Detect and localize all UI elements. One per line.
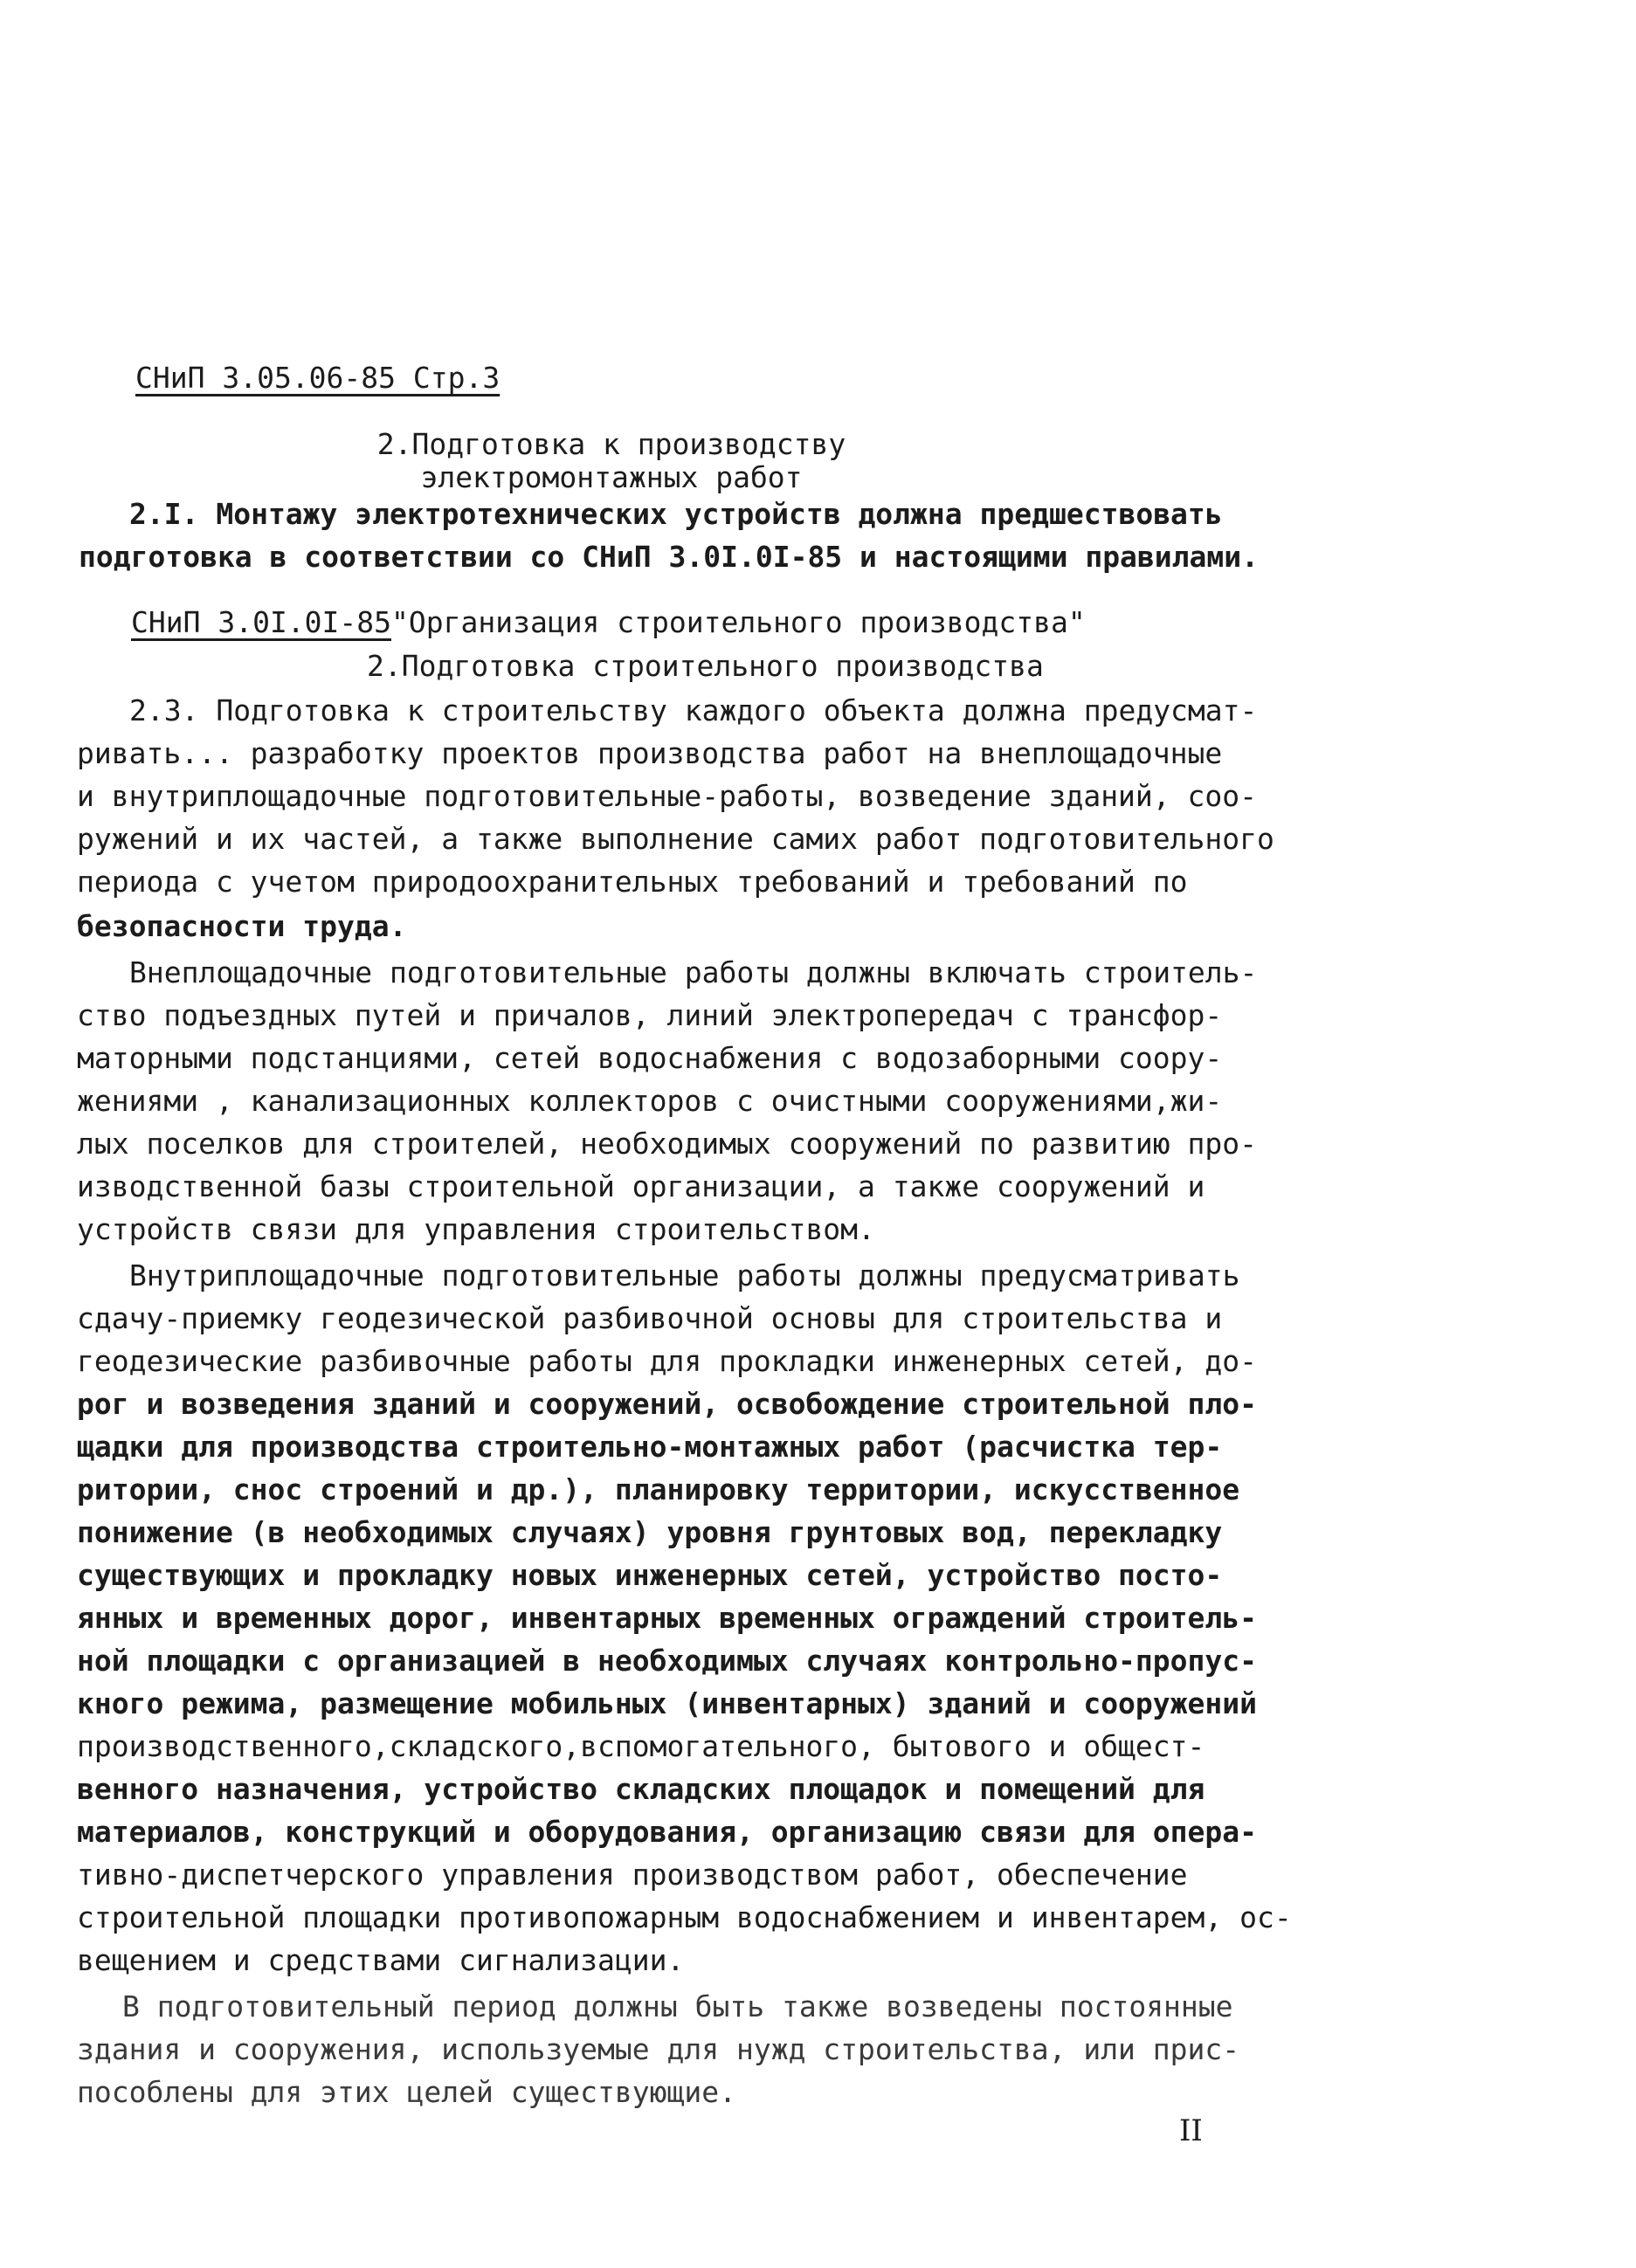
internal-works-line-7: понижение (в необходимых случаях) уровня грунтовых вод, перекладку — [77, 1515, 1223, 1549]
final-para-line-1: В подготовительный период должны быть также возведены постоянные — [122, 1989, 1233, 2023]
clause-2-3-line-1: 2.3. Подготовка к строительству каждого объекта должна предусмат- — [129, 693, 1258, 727]
section-title-line-1: 2.Подготовка к производству — [376, 427, 846, 461]
clause-2-3-line-5: периода с учетом природоохранительных требований и требований по — [77, 865, 1188, 899]
external-works-line-3: маторными подстанциями, сетей водоснабжения с водозаборными соору- — [77, 1041, 1223, 1075]
internal-works-line-13: венного назначения, устройство складских площадок и помещений для — [77, 1772, 1205, 1806]
reference-code: СНиП 3.0I.0I-85 — [131, 605, 392, 639]
clause-2-3-line-3: и внутриплощадочные подготовительные-работы, возведение зданий, соо- — [77, 779, 1258, 813]
internal-works-line-12: производственного,складского,вспомогательного, бытового и общест- — [77, 1729, 1205, 1763]
external-works-line-2: ство подъездных путей и причалов, линий электропередач с трансфор- — [77, 998, 1223, 1032]
external-works-line-4: жениями , канализационных коллекторов с очистными сооружениями,жи- — [77, 1084, 1223, 1118]
section-title-line-2: электромонтажных работ — [420, 460, 803, 494]
section2-title: 2.Подготовка строительного производства — [367, 649, 1044, 683]
external-works-line-6: изводственной базы строительной организации, а также сооружений и — [77, 1169, 1205, 1203]
internal-works-line-2: сдачу-приемку геодезической разбивочной основы для строительства и — [77, 1301, 1223, 1335]
clause-2-1-line-1: 2.I. Монтажу электротехнических устройств должна предшествовать — [129, 497, 1223, 531]
internal-works-line-6: ритории, снос строений и др.), планировку территории, искусственное — [77, 1472, 1240, 1506]
section-title — [367, 428, 856, 494]
reference-header-snip-3-01-01 — [131, 604, 1086, 641]
internal-works-line-5: щадки для производства строительно-монтажных работ (расчистка тер- — [77, 1430, 1223, 1464]
external-works-line-1: Внеплощадочные подготовительные работы должны включать строитель- — [129, 955, 1258, 989]
final-para-line-2: здания и сооружения, используемые для нужд строительства, или прис- — [77, 2032, 1240, 2066]
external-works-line-5: лых поселков для строителей, необходимых сооружений по развитию про- — [77, 1127, 1258, 1161]
internal-works-line-11: кного режима, размещение мобильных (инвентарных) зданий и сооружений — [77, 1686, 1258, 1720]
external-works-line-7: устройств связи для управления строительством. — [77, 1212, 875, 1246]
clause-2-3-line-6: безопасности труда. — [77, 909, 407, 943]
page-number: II — [1179, 2113, 1203, 2148]
internal-works-line-4: рог и возведения зданий и сооружений, освобождение строительной пло- — [77, 1387, 1258, 1421]
reference-title: "Организация строительного производства" — [391, 605, 1086, 639]
internal-works-line-8: существующих и прокладку новых инженерных сетей, устройство посто- — [77, 1558, 1223, 1592]
internal-works-line-16: строительной площадки противопожарным водоснабжением и инвентарем, ос- — [77, 1900, 1292, 1934]
clause-2-3-line-2: ривать... разработку проектов производства работ на внеплощадочные — [77, 736, 1223, 770]
internal-works-line-14: материалов, конструкций и оборудования, организацию связи для опера- — [77, 1815, 1258, 1849]
final-para-line-3: пособлены для этих целей существующие. — [77, 2075, 736, 2109]
internal-works-line-15: тивно-диспетчерского управления производством работ, обеспечение — [77, 1858, 1188, 1892]
clause-2-1-line-2: подготовка в соответствии со СНиП 3.0I.0I-85 и настоящими правилами. — [79, 540, 1260, 574]
internal-works-line-9: янных и временных дорог, инвентарных временных ограждений строитель- — [77, 1601, 1258, 1635]
internal-works-line-10: ной площадки с организацией в необходимых случаях контрольно-пропус- — [77, 1644, 1258, 1678]
internal-works-line-3: геодезические разбивочные работы для прокладки инженерных сетей, до- — [77, 1344, 1258, 1378]
internal-works-line-17: вещением и средствами сигнализации. — [77, 1943, 685, 1977]
reference-header-snip-3-05-06: СНиП 3.05.06-85 Стр.3 — [135, 361, 500, 395]
internal-works-line-1: Внутриплощадочные подготовительные работы должны предусматривать — [129, 1258, 1240, 1293]
clause-2-3-line-4: ружений и их частей, а также выполнение самих работ подготовительного — [77, 822, 1274, 856]
